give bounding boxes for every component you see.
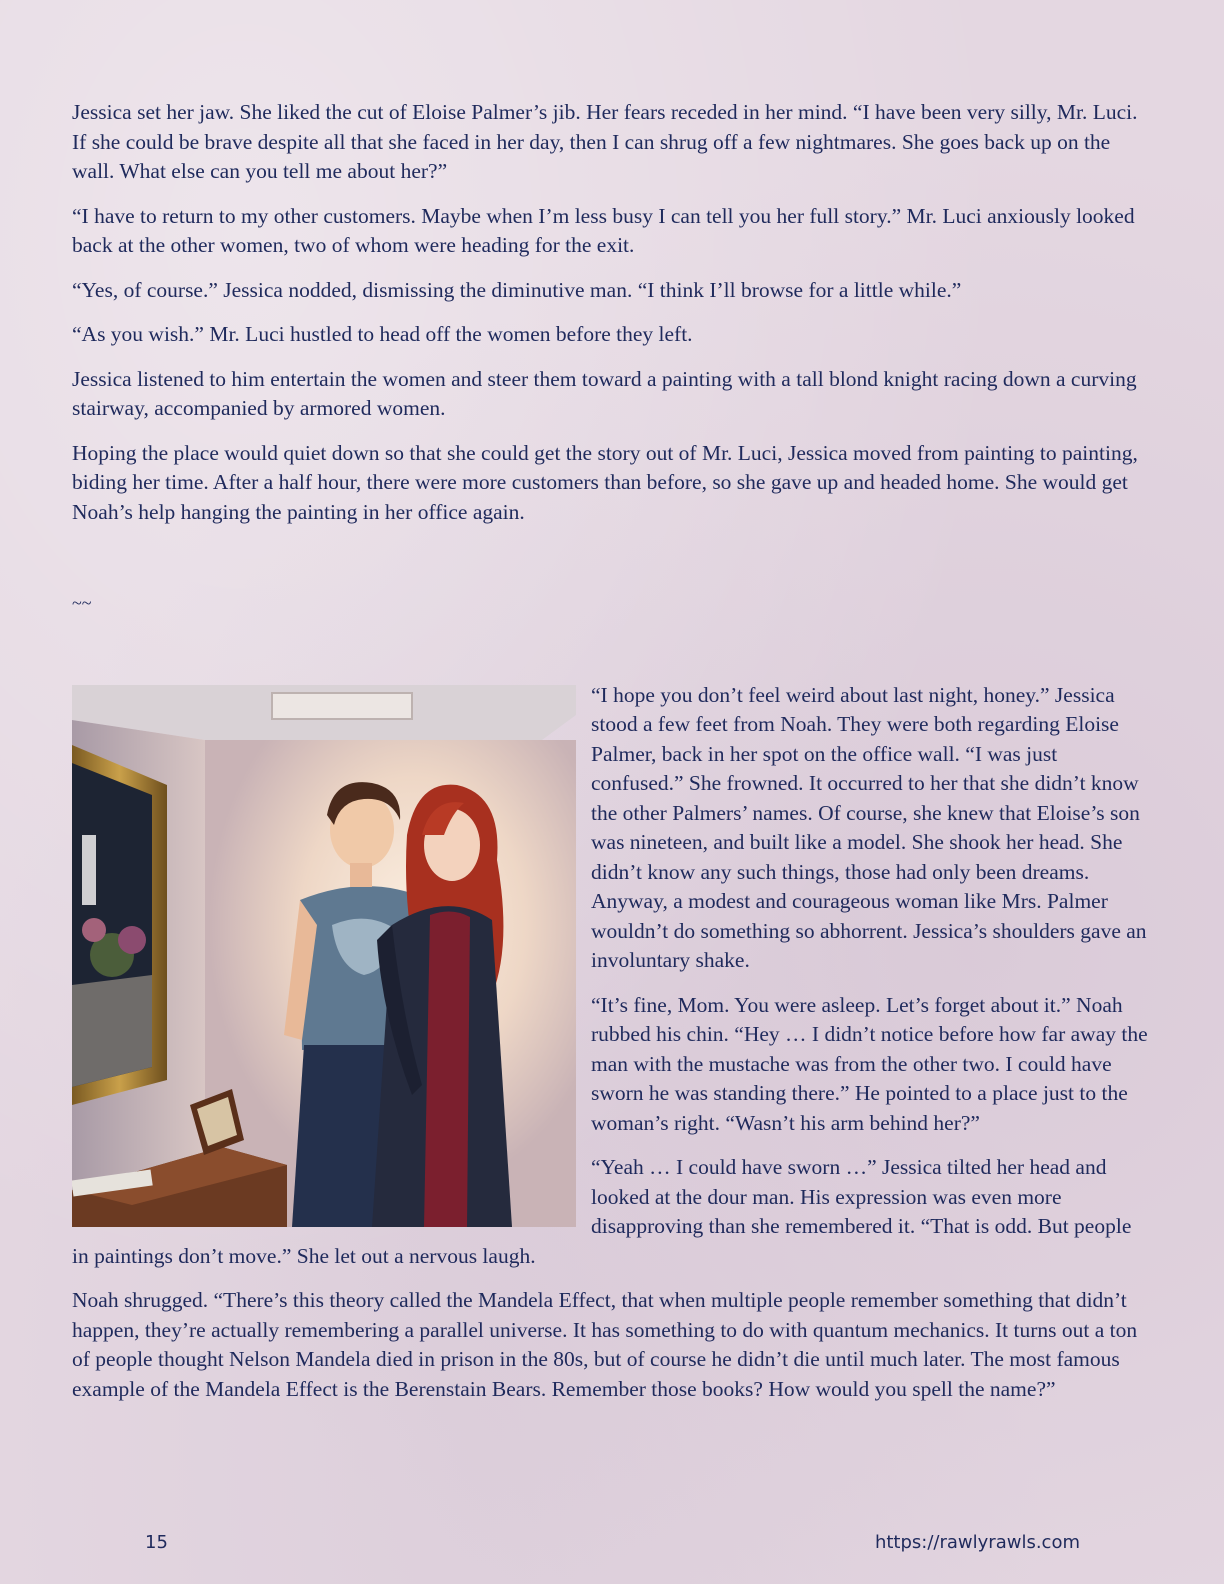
page-footer (0, 1532, 1224, 1556)
paragraph-top-5: Jessica listened to him entertain the women and steer them toward a painting with a tall blond knight racing down a curving stairway, accompanied by armored women. (72, 366, 1137, 420)
page-number: 15 (145, 1532, 168, 1553)
page-content (72, 98, 1150, 1419)
illustration-noah-and-jessica-viewing-painting-icon (72, 685, 576, 1227)
paragraph-top-1: Jessica set her jaw. She liked the cut of Eloise Palmer’s jib. Her fears receded in her mind. “I have been very silly, Mr. Luci. If she could be brave despite all that she faced in her day, then I can shrug off a few nightmares. She goes back up on the wall. What else can you tell me about her?” (72, 100, 1138, 183)
paragraph-bottom-1: “I hope you don’t feel weird about last night, honey.” Jessica stood a few feet from Noah. They were both regarding Eloise Palmer, back in her spot on the office wall. “I was just confused.” She frowned. It occurred to her that she didn’t know the other Palmers’ names. Of course, she knew that Eloise’s son was nineteen, and built like a model. She shook her head. She didn’t know any such things, those had only been dreams. Anyway, a modest and courageous woman like Mrs. Palmer wouldn’t do something so abhorrent. Jessica’s shoulders gave an involuntary shake. (591, 682, 1147, 972)
illustration (72, 685, 576, 1227)
footer-url-link[interactable]: https://rawlyrawls.com (874, 1532, 1080, 1553)
section-separator: ~~ (72, 593, 92, 613)
paragraph-top-2: “I have to return to my other customers. Maybe when I’m less busy I can tell you her full story.” Mr. Luci anxiously looked back at the other women, two of whom were heading for the exit. (72, 203, 1135, 257)
paragraph-top-3: “Yes, of course.” Jessica nodded, dismissing the diminutive man. “I think I’ll browse for a little while.” (72, 277, 962, 302)
paragraph-bottom-2: “It’s fine, Mom. You were asleep. Let’s forget about it.” Noah rubbed his chin. “Hey … I didn’t notice before how far away the man with the mustache was from the other two. I could have sworn he was standing there.” He pointed to a place just to the woman’s right. “Wasn’t his arm behind her?” (591, 992, 1148, 1135)
paragraph-bottom-4: Noah shrugged. “There’s this theory called the Mandela Effect, that when multiple people remember something that didn’t happen, they’re actually remembering a parallel universe. It has something to do with quantum mechanics. It turns out a ton of people thought Nelson Mandela died in prison in the 80s, but of course he didn’t die until much later. The most famous example of the Mandela Effect is the Berenstain Bears. Remember those books? How would you spell the name?” (72, 1288, 1138, 1401)
paragraph-bottom-3: “Yeah … I could have sworn …” Jessica tilted her head and looked at the dour man. His expression was even more disapproving than she remembered it. “That is odd. But people in paintings don’t move.” She let out a nervous laugh. (72, 1155, 1132, 1268)
paragraph-top-4: “As you wish.” Mr. Luci hustled to head off the women before they left. (72, 322, 693, 346)
paragraph-top-6: Hoping the place would quiet down so that she could get the story out of Mr. Luci, Jessica moved from painting to painting, biding her time. After a half hour, there were more customers than before, so she gave up and headed home. She would get Noah’s help hanging the painting in her office again. (72, 440, 1138, 524)
